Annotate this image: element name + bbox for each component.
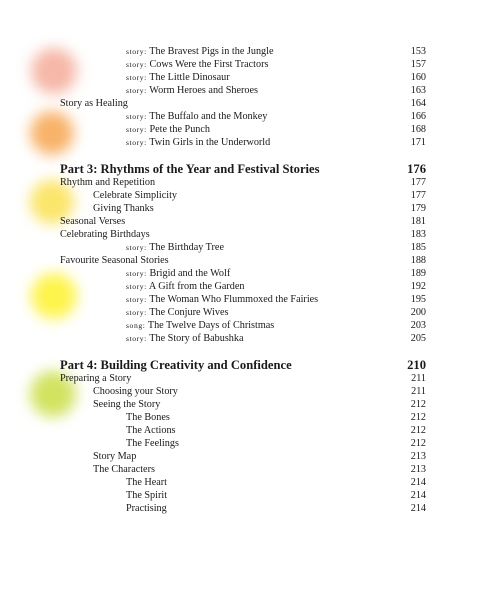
toc-entry-label	[126, 241, 224, 254]
entry-type-tag: story:	[126, 138, 147, 147]
toc-entry	[0, 215, 488, 228]
toc-entry-title: A Gift from the Garden	[148, 281, 245, 292]
page-number: 177	[410, 177, 426, 188]
toc-entry-title: Seeing the Story	[93, 399, 161, 410]
toc-entry	[0, 97, 488, 110]
toc-entry-title: Pete the Punch	[149, 124, 211, 135]
toc-entry-title: Rhythm and Repetition	[60, 177, 156, 188]
toc-entry-label	[60, 228, 150, 241]
toc-entry-label	[126, 319, 274, 332]
toc-entry-label	[93, 189, 177, 202]
toc-entry-title: Brigid and the Wolf	[149, 268, 231, 279]
page-number: 181	[410, 216, 426, 227]
toc-entry-title: Cows Were the First Tractors	[149, 59, 269, 70]
toc-entry	[0, 398, 488, 411]
toc-entry-title: The Heart	[126, 477, 168, 488]
toc-entry-title: The Actions	[126, 425, 176, 436]
toc-entry-title: The Story of Babushka	[149, 333, 244, 344]
page-number: 212	[410, 412, 426, 423]
page-number: 214	[410, 503, 426, 514]
toc-entry-title: Part 3: Rhythms of the Year and Festival Stories	[60, 162, 320, 176]
toc-entry	[0, 45, 488, 58]
entry-type-tag: story:	[126, 86, 147, 95]
page-number: 213	[410, 451, 426, 462]
toc-entry-label	[93, 398, 160, 411]
toc-entry	[0, 136, 488, 149]
page-number: 188	[410, 255, 426, 266]
page-number: 212	[410, 399, 426, 410]
toc-entry	[0, 424, 488, 437]
entry-type-tag: story:	[126, 243, 147, 252]
toc-entry-label	[126, 306, 228, 319]
toc-entry	[0, 267, 488, 280]
page-number: 171	[410, 137, 426, 148]
toc-entry-title: Giving Thanks	[93, 203, 154, 214]
entry-type-tag: story:	[126, 60, 147, 69]
toc-entry-title: The Twelve Days of Christmas	[147, 320, 275, 331]
page-number: 203	[410, 320, 426, 331]
toc-entry-label	[126, 58, 268, 71]
page-number: 211	[411, 373, 426, 384]
toc-entry-title: The Woman Who Flummoxed the Fairies	[149, 294, 319, 305]
toc-entry	[0, 437, 488, 450]
toc-entry	[0, 110, 488, 123]
toc-entry	[0, 202, 488, 215]
toc-entry-label	[126, 280, 245, 293]
toc-entry	[0, 241, 488, 254]
page-number: 183	[410, 229, 426, 240]
toc-entry	[0, 306, 488, 319]
entry-type-tag: song:	[126, 321, 146, 330]
page-number: 214	[410, 490, 426, 501]
toc-entry-title: Seasonal Verses	[60, 216, 126, 227]
page-number: 163	[410, 85, 426, 96]
toc-entry	[0, 189, 488, 202]
page-number: 210	[407, 358, 426, 372]
toc-entry-title: Part 4: Building Creativity and Confidence	[60, 358, 292, 372]
toc-entry-label	[126, 411, 170, 424]
toc-entry-label	[93, 202, 154, 215]
toc-entry-label	[126, 84, 258, 97]
toc-entry-label	[93, 463, 155, 476]
toc-entry-title: The Spirit	[126, 490, 168, 501]
toc-entry	[0, 58, 488, 71]
toc-entry-title: Favourite Seasonal Stories	[60, 255, 169, 266]
toc-entry-title: Story Map	[93, 451, 137, 462]
toc-entry-title: The Characters	[93, 464, 155, 475]
entry-type-tag: story:	[126, 73, 147, 82]
toc-entry-label	[60, 97, 128, 110]
toc-entry	[0, 123, 488, 136]
page-number: 212	[410, 438, 426, 449]
toc-entry-label	[126, 136, 270, 149]
page-number: 189	[410, 268, 426, 279]
page-number: 200	[410, 307, 426, 318]
toc-entry-title: Practising	[126, 503, 167, 514]
toc-entry-label	[126, 437, 179, 450]
toc-entry-label	[126, 489, 167, 502]
toc-entry-label	[126, 45, 274, 58]
toc-entry-label	[126, 502, 167, 515]
toc-entry-label	[126, 71, 230, 84]
toc-entry	[0, 476, 488, 489]
page-number: 179	[410, 203, 426, 214]
page-number: 213	[410, 464, 426, 475]
toc-entry	[0, 463, 488, 476]
toc-entry-title: Celebrating Birthdays	[60, 229, 150, 240]
page-number: 177	[410, 190, 426, 201]
toc-entry	[0, 254, 488, 267]
toc-entry-label	[126, 293, 318, 306]
toc-entry-label	[60, 254, 169, 267]
entry-type-tag: story:	[126, 295, 147, 304]
toc-entry-title: Preparing a Story	[60, 373, 132, 384]
toc-entry	[0, 293, 488, 306]
entry-type-tag: story:	[126, 269, 147, 278]
entry-type-tag: story:	[126, 112, 147, 121]
toc-entry	[0, 332, 488, 345]
toc-entry	[0, 319, 488, 332]
toc-entry-title: The Little Dinosaur	[149, 72, 230, 83]
toc-entry-title: The Feelings	[126, 438, 179, 449]
toc-entry-label	[93, 450, 136, 463]
toc-entry-label	[60, 176, 155, 189]
entry-type-tag: story:	[126, 125, 147, 134]
entry-type-tag: story:	[126, 334, 147, 343]
toc-entry-title: The Conjure Wives	[149, 307, 229, 318]
toc-entry-label	[126, 476, 167, 489]
page-number: 211	[411, 386, 426, 397]
toc-entry-label	[126, 123, 210, 136]
toc-entry	[0, 372, 488, 385]
toc-entry	[0, 228, 488, 241]
toc-entry-label	[93, 385, 178, 398]
toc-entry	[0, 385, 488, 398]
page-number: 164	[410, 98, 426, 109]
toc-entry	[0, 450, 488, 463]
page-number: 195	[410, 294, 426, 305]
toc-entry-label	[60, 372, 131, 385]
toc-entry	[0, 84, 488, 97]
page-number: 205	[410, 333, 426, 344]
toc-entry-label	[126, 332, 244, 345]
toc-entry-title: The Bravest Pigs in the Jungle	[149, 46, 274, 57]
page-number: 214	[410, 477, 426, 488]
toc-entry	[0, 502, 488, 515]
toc-entry-title: Story as Healing	[60, 98, 128, 109]
toc-entry-label	[126, 110, 267, 123]
page-number: 153	[410, 46, 426, 57]
toc-entry-label	[126, 424, 176, 437]
toc-entry-title: Twin Girls in the Underworld	[149, 137, 271, 148]
toc-entry-title: Choosing your Story	[93, 386, 178, 397]
toc-entry-title: Celebrate Simplicity	[93, 190, 178, 201]
toc-entry	[0, 176, 488, 189]
entry-type-tag: story:	[126, 47, 147, 56]
toc-entry	[0, 280, 488, 293]
toc-entry-label	[60, 215, 125, 228]
toc-entry-title: Worm Heroes and Sheroes	[149, 85, 258, 96]
page-number: 157	[410, 59, 426, 70]
toc-entry-label	[126, 267, 230, 280]
page-number: 185	[410, 242, 426, 253]
toc-entry	[0, 411, 488, 424]
page-number: 192	[410, 281, 426, 292]
toc-entry-title: The Birthday Tree	[149, 242, 224, 253]
entry-type-tag: story:	[126, 308, 147, 317]
toc-entry-title: The Buffalo and the Monkey	[149, 111, 268, 122]
toc-entry	[0, 489, 488, 502]
page-number: 176	[407, 162, 426, 176]
page-number: 168	[410, 124, 426, 135]
page-number: 160	[410, 72, 426, 83]
toc-entry	[0, 71, 488, 84]
entry-type-tag: story:	[126, 282, 147, 291]
page-number: 212	[410, 425, 426, 436]
toc-entry-title: The Bones	[126, 412, 170, 423]
page-number: 166	[410, 111, 426, 122]
